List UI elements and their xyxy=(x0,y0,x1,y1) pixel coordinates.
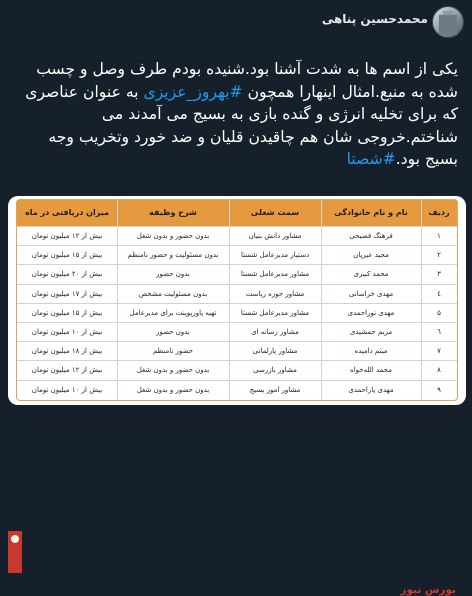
salary-table xyxy=(16,199,458,401)
table-row xyxy=(17,226,457,246)
author-name[interactable]: محمدحسین پناهی xyxy=(321,12,428,26)
table-row xyxy=(17,380,457,400)
logo-dot xyxy=(11,535,19,543)
table-cell: بیش از ۱۰ میلیون تومان xyxy=(31,385,103,394)
table-cell: مشاور رسانه ای xyxy=(251,328,299,336)
table-cell: مشاور مدیرعامل شستا xyxy=(240,308,310,317)
table-cell: مریم جمشیدی xyxy=(349,328,393,336)
table-cell: ۷ xyxy=(437,347,441,356)
table-column-divider xyxy=(117,200,118,400)
hashtag-link[interactable]: #شصتا xyxy=(346,150,396,168)
table-cell: فرهنگ فصیحی xyxy=(349,232,393,240)
table-cell: مشاور بازرسی xyxy=(253,366,297,375)
table-row xyxy=(17,303,457,323)
table-cell: بدون حضور xyxy=(156,270,190,279)
table-cell: بدون حضور و بدون شغل xyxy=(136,366,210,375)
table-cell: مهدی خراسانی xyxy=(348,289,394,298)
table-cell: ٦ xyxy=(437,328,441,336)
table-cell: دستیار مدیرعامل شستا xyxy=(240,251,310,260)
table-row xyxy=(17,360,457,380)
table-cell: تهیه پاورپوینت برای مدیرعامل xyxy=(129,308,217,317)
table-column-divider xyxy=(229,200,230,400)
table-row xyxy=(17,245,457,265)
table-cell: بیش از ۱۲ میلیون تومان xyxy=(31,366,103,375)
table-cell: میثم دامیده xyxy=(354,347,388,356)
logo-mark xyxy=(8,531,22,573)
table-cell: مشاور پارلمانی xyxy=(252,347,298,356)
table-cell: بیش از ۱۲ میلیون تومان xyxy=(31,232,103,240)
table-header-cell: شرح وظیفه xyxy=(149,208,197,217)
table-cell: مهدی پاراحمدی xyxy=(348,385,394,394)
watermark: بورس نیوز xyxy=(400,584,456,596)
table-cell: ۱ xyxy=(437,232,441,240)
table-cell: بیش از ۱۰ میلیون تومان xyxy=(31,328,103,336)
table-row xyxy=(17,322,457,342)
table-column-divider xyxy=(321,200,322,400)
table-cell: حضور نامنظم xyxy=(153,347,193,356)
avatar-building xyxy=(439,15,457,35)
table-cell: مهدی نوراحمدی xyxy=(347,308,395,317)
table-cell: بیش از ۱۸ میلیون تومان xyxy=(31,347,103,356)
tweet-text xyxy=(14,58,458,171)
table-cell: ۸ xyxy=(437,366,441,375)
tweet-text-part: به عنوان عناصری که برای تخلیه انرژی و گنده بازی به بسیج می آمدند می شناختم.خروجی شان هم چاقیدن قلیان و ضد خورد وتخریب وجه بسیج بود. xyxy=(25,82,458,168)
table-header-row xyxy=(17,200,457,226)
table-header-cell: میزان دریافتی در ماه xyxy=(25,208,109,217)
tweet-header xyxy=(0,0,472,40)
table-row xyxy=(17,284,457,304)
table-cell: بیش از ۱۵ میلیون تومان xyxy=(31,251,103,260)
table-header-cell: ردیف xyxy=(428,208,450,217)
table-cell: مجید عیرپان xyxy=(353,251,389,260)
table-cell: ٤ xyxy=(437,289,441,298)
tweet-text-part: یکی از اسم ها به شدت آشنا بود.شنیده بودم طرف وصل و چسب شده به منبع.امثال اینهارا همچون xyxy=(36,60,458,101)
table-cell: بدون مسئولیت مشخص xyxy=(138,289,208,298)
table-cell: مشاور دانش بنیان xyxy=(248,232,302,240)
hashtag-link[interactable]: #بهروز_عزیزی xyxy=(143,82,243,101)
table-cell: محمد کبیری xyxy=(353,270,389,279)
table-row xyxy=(17,264,457,284)
table-cell: بدون مسئولیت و حضور نامنظم xyxy=(127,251,219,260)
table-cell: بدون حضور و بدون شغل xyxy=(136,385,210,394)
table-cell: مشاور امور بسیج xyxy=(249,385,301,394)
table-cell: ۵ xyxy=(437,308,441,317)
table-cell: بیش از ۱۵ میلیون تومان xyxy=(31,308,103,317)
table-cell: ۹ xyxy=(437,385,441,394)
table-cell: بدون حضور xyxy=(156,328,190,336)
table-cell: ۲ xyxy=(437,251,441,260)
table-cell: بیش از ۲۰ میلیون تومان xyxy=(31,270,103,279)
table-cell: ۳ xyxy=(437,270,441,279)
table-header-cell: سمت شغلی xyxy=(250,208,300,217)
table-row xyxy=(17,341,457,361)
table-header-cell: نام و نام خانوادگی xyxy=(334,208,408,217)
table-cell: مشاور حوزه ریاست xyxy=(245,289,305,298)
table-cell: بیش از ۱۷ میلیون تومان xyxy=(31,289,103,298)
table-column-divider xyxy=(421,200,422,400)
table-cell: محمد الله‌خواه xyxy=(350,366,392,375)
table-cell: بدون حضور و بدون شغل xyxy=(136,232,210,240)
attached-table-image[interactable] xyxy=(8,196,466,596)
avatar[interactable] xyxy=(432,6,464,38)
table-cell: مشاور مدیرعامل شستا xyxy=(240,270,310,279)
